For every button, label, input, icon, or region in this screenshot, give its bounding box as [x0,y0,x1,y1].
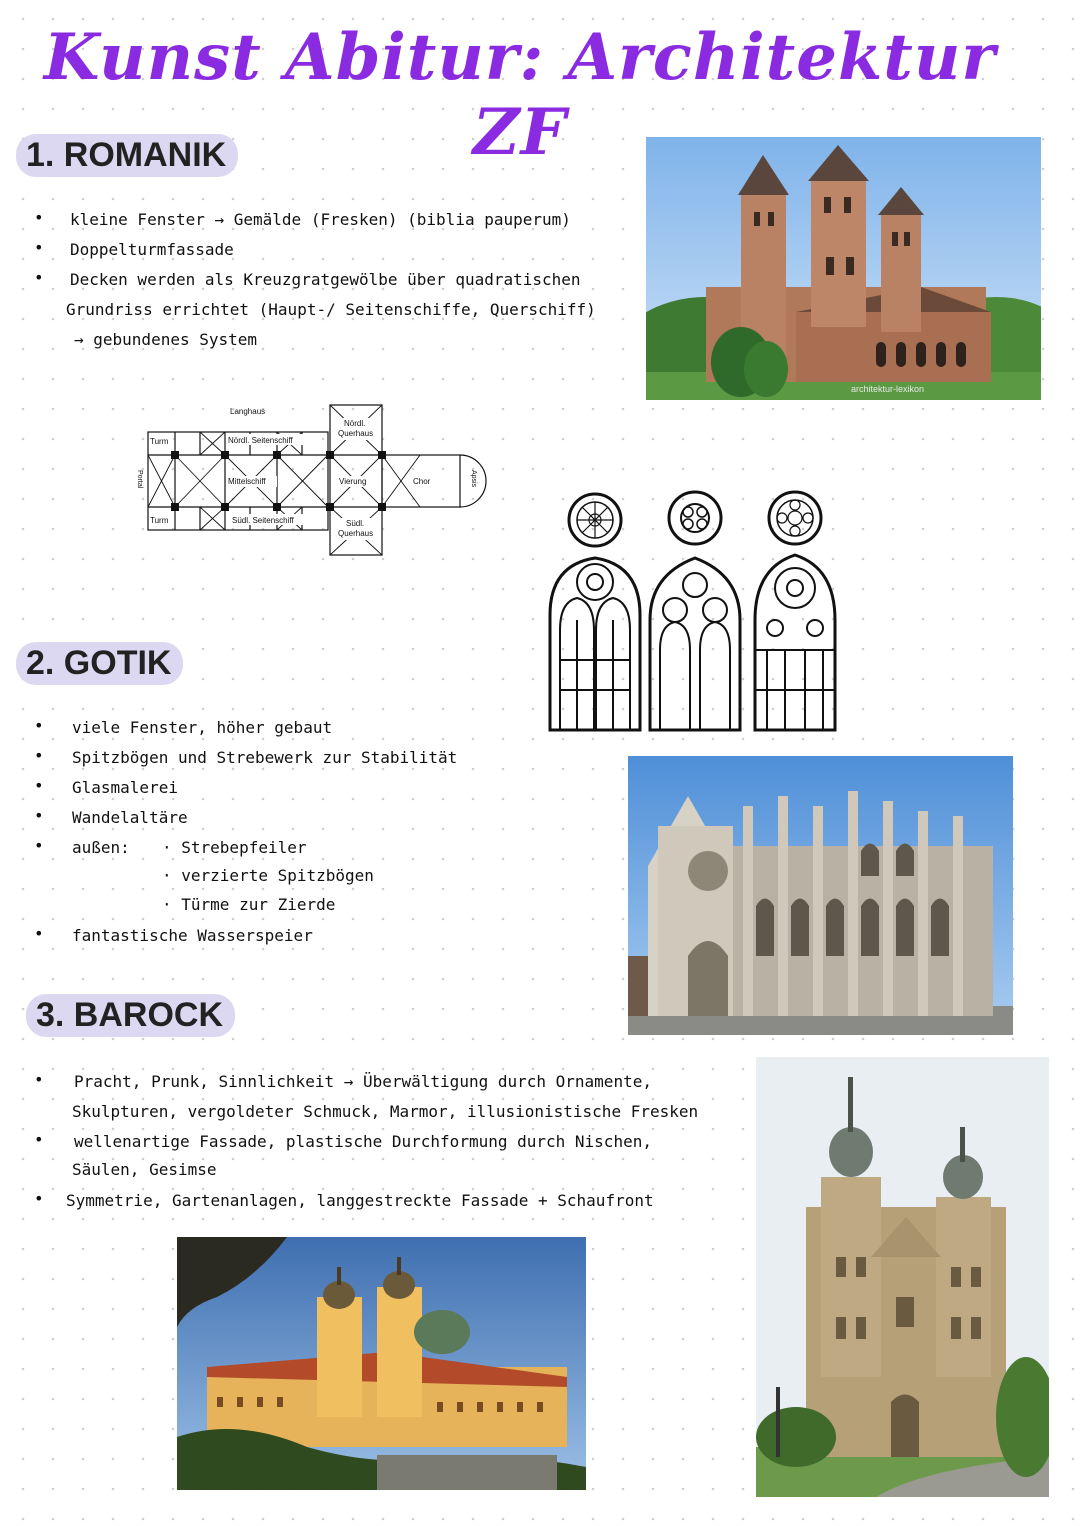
gotik-line: fantastische Wasserspeier [72,926,313,945]
plan-label-portal: Portal [136,470,143,489]
gothic-cathedral-photo [628,756,1013,1035]
romanik-line: → gebundenes System [74,330,258,349]
plan-label-apsis: Apsis [470,470,477,488]
gotik-sub-line: · Türme zur Zierde [162,895,336,914]
plan-label-noerdl-seitenschiff: Nördl. Seitenschiff [228,436,293,445]
gotik-line: Wandelaltäre [72,808,188,827]
photo-watermark: architektur-lexikon [851,384,925,394]
gotik-line: außen: [72,838,130,857]
gothic-windows-illustration [545,490,837,735]
gotik-sub-line: · Strebepfeiler [162,838,307,857]
barock-line: wellenartige Fassade, plastische Durchformung durch Nischen, [74,1132,652,1151]
gotik-line: viele Fenster, höher gebaut [72,718,333,737]
plan-label-suedl-querhaus: Südl. [346,519,365,528]
plan-label-noerdl-querhaus: Nördl. [344,419,366,428]
heading-barock: 3. BAROCK [26,994,235,1037]
plan-label-suedl-seitenschiff: Südl. Seitenschiff [232,516,294,525]
plan-label-turm: Turm [150,437,169,446]
romanik-line: Doppelturmfassade [70,240,234,259]
romanik-line: kleine Fenster → Gemälde (Fresken) (biblia pauperum) [70,210,571,229]
romanik-line: Decken werden als Kreuzgratgewölbe über quadratischen [70,270,581,289]
plan-label-turm: Turm [150,516,169,525]
plan-label-suedl-querhaus: Querhaus [338,529,374,538]
barock-line: Pracht, Prunk, Sinnlichkeit → Überwältigung durch Ornamente, [74,1072,652,1091]
barock-line: Skulpturen, vergoldeter Schmuck, Marmor, illusionistische Fresken [72,1102,699,1121]
romanik-church-photo [646,137,1041,400]
baroque-abbey-photo [177,1237,586,1490]
plan-label-vierung: Vierung [339,477,367,486]
barock-line: Säulen, Gesimse [72,1160,217,1179]
gotik-line: Spitzbögen und Strebewerk zur Stabilität [72,748,458,767]
barock-line: Symmetrie, Gartenanlagen, langgestreckte Fassade + Schaufront [66,1191,654,1210]
heading-gotik: 2. GOTIK [16,642,183,685]
baroque-church-photo [756,1057,1049,1497]
heading-romanik: 1. ROMANIK [16,134,238,177]
romanik-line: Grundriss errichtet (Haupt-/ Seitenschiffe, Querschiff) [66,300,596,319]
gotik-line: Glasmalerei [72,778,178,797]
plan-label-chor: Chor [413,477,431,486]
romanesque-floor-plan [130,400,490,565]
plan-label-langhaus: Langhaus [230,407,266,416]
page-title: Kunst Abitur: Architektur ZF [43,20,997,170]
gotik-sub-line: · verzierte Spitzbögen [162,866,374,885]
plan-label-mittelschiff: Mittelschiff [228,477,266,486]
plan-label-noerdl-querhaus: Querhaus [338,429,374,438]
